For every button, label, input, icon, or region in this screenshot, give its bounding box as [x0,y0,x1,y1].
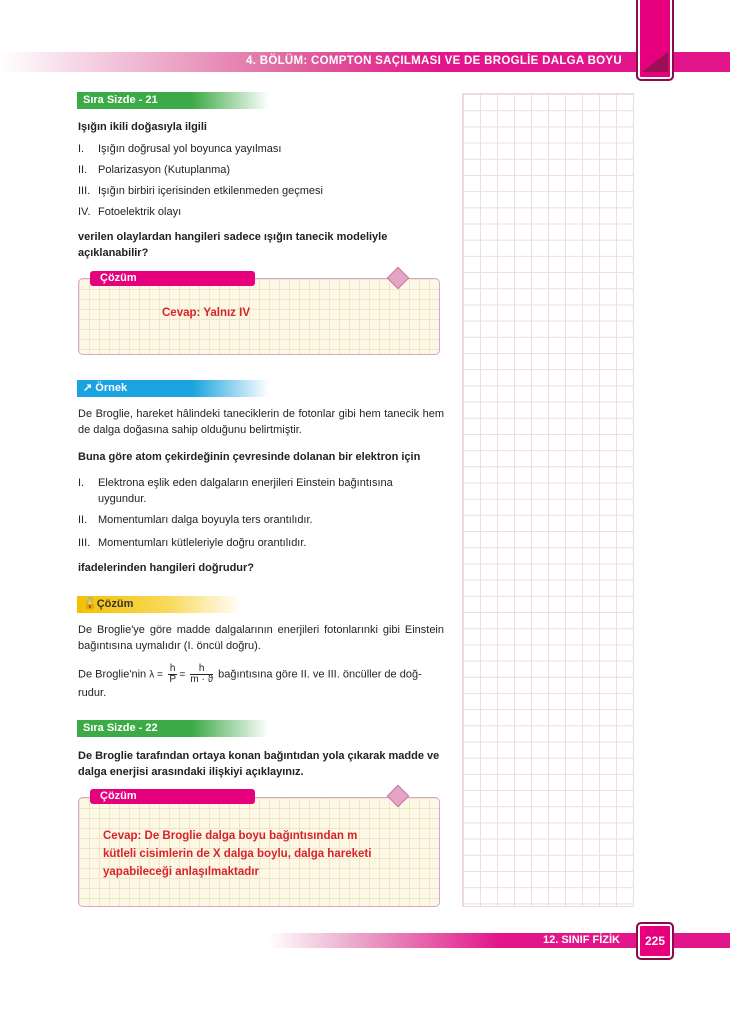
example-paragraph: De Broglie, hareket hâlindeki taneciklerin de fotonlar gibi hem tanecik hem de dalga doğasına sahip olduğunu belirtmiştir. [78,408,444,436]
solution-box [78,278,440,355]
list-item: II. Momentumları dalga boyuyla ters orantılıdır. [78,514,313,526]
question-intro: Işığın ikili doğasıyla ilgili [78,121,207,133]
list-item: II. Polarizasyon (Kutuplanma) [78,164,231,176]
unlock-icon: 🔓 [83,598,97,610]
section-label-cozum: 🔓Çözüm [77,596,242,613]
question-text: De Broglie tarafından ortaya konan bağıntıdan yola çıkarak madde ve dalga enerjisi arasındaki ilişkiyi açıklayınız. [78,750,440,778]
external-link-icon: ↗ [83,382,96,394]
list-item: I. Elektrona eşlik eden dalgaların enerjileri Einstein bağıntısına uygundur. [78,477,393,505]
solution-paragraph: De Broglie'ye göre madde dalgalarının enerjileri fotonlarınki gibi Einstein bağıntısına uymalıdır (I. öncül doğru). [78,624,444,652]
solution-label: Çözüm [90,789,255,804]
solution-formula-line: De Broglie'nin λ = $\frac{h}{P}$ = $\frac{h}{m \cdot ϑ}$ bağıntısına göre II. ve III. öncüller de doğ-rudur. [78,663,422,699]
list-item: IV. Fotoelektrik olayı [78,206,182,218]
answer-text: Cevap: Yalnız IV [162,307,250,319]
chapter-title: 4. BÖLÜM: COMPTON SAÇILMASI VE DE BROGLİE DALGA BOYU [246,55,622,67]
page-number: 225 [636,922,674,960]
notes-grid [462,93,634,907]
fraction-h-over-p: $\frac{h}{P}$ [169,663,176,685]
answer-text: Cevap: De Broglie dalga boyu bağıntısından m kütleli cisimlerin de X dalga boylu, dalga hareketi yapabileceği anlaşılmaktadır [103,830,372,878]
question-text: verilen olaylardan hangileri sadece ışığın tanecik modeliyle açıklanabilir? [78,231,388,259]
tab-corner-decoration [642,52,668,72]
list-item: III. Momentumları kütleleriyle doğru orantılıdır. [78,537,307,549]
example-question: ifadelerinden hangileri doğrudur? [78,562,255,574]
section-label-ornek: ↗ Örnek [77,380,269,397]
fraction-h-over-mv: $\frac{h}{m \cdot ϑ}$ [190,663,214,685]
book-title: 12. SINIF FİZİK [542,934,620,946]
section-label-sira-sizde-22: Sıra Sizde - 22 [77,720,269,737]
list-item: I. Işığın doğrusal yol boyunca yayılması [78,143,282,155]
list-item: III. Işığın birbiri içerisinden etkilenmeden geçmesi [78,185,323,197]
example-lead: Buna göre atom çekirdeğinin çevresinde dolanan bir elektron için [78,451,421,463]
section-label-sira-sizde-21: Sıra Sizde - 21 [77,92,269,109]
solution-label: Çözüm [90,271,255,286]
